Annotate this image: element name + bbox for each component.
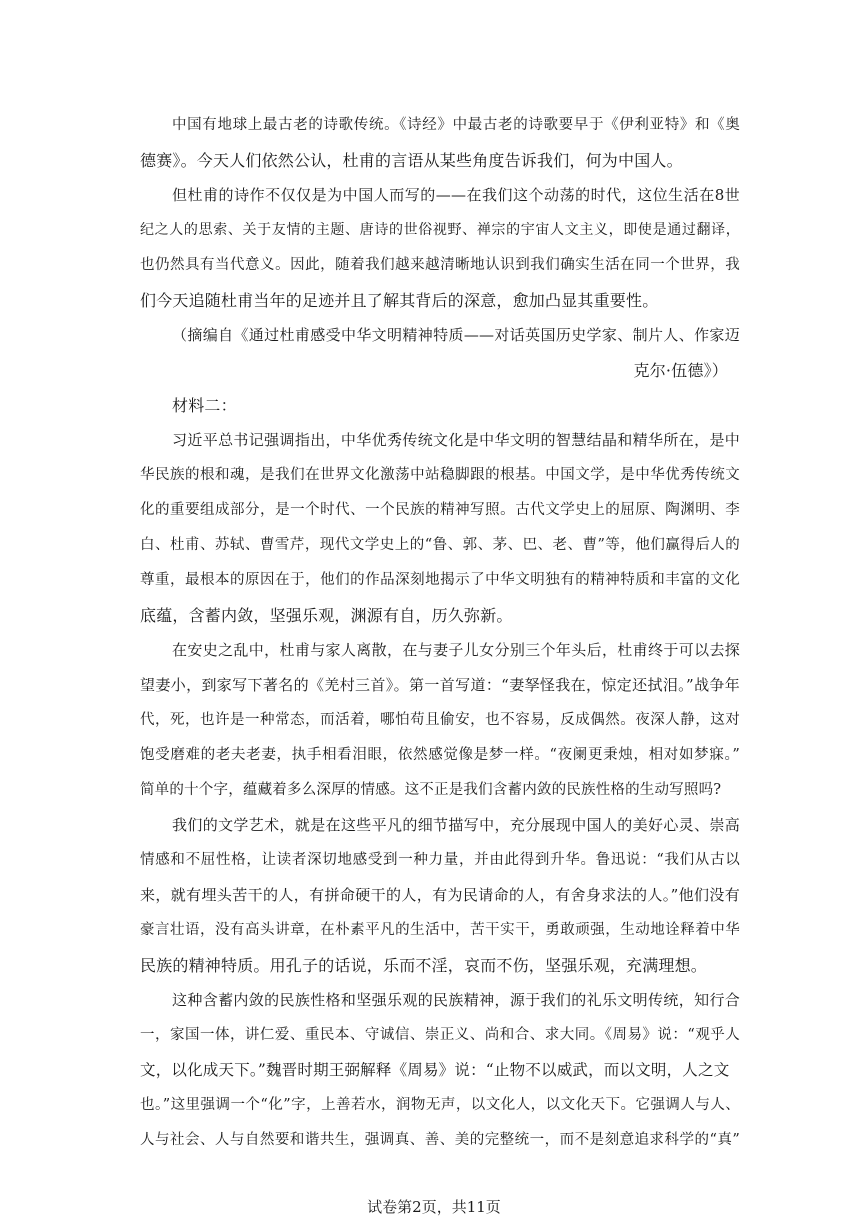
paragraph-2	[140, 178, 740, 318]
text-line: 文，以化成天下。”魏晋时期王弼解释《周易》说：“止物不以威武，而以文明，人之文	[140, 1061, 730, 1079]
text-line: 人与社会、人与自然要和谐共生，强调真、善、美的完整统一，而不是刻意追求科学的“真”	[140, 1132, 740, 1148]
text-line: 这种含蓄内敛的民族性格和坚强乐观的民族精神，源于我们的礼乐文明传统，知行合	[172, 991, 740, 1009]
text-line: 饱受磨难的老夫老妻，执手相看泪眼，依然感觉像是梦一样。“夜阑更秉烛，相对如梦寐。”	[140, 747, 740, 763]
text-line: 我们的文学艺术，就是在这些平凡的细节描写中，充分展现中国人的美好心灵、崇高	[172, 816, 740, 834]
text-line: 中国有地球上最古老的诗歌传统。《诗经》中最古老的诗歌要早于《伊利亚特》和《奥	[172, 117, 740, 133]
text-line: 们今天追随杜甫当年的足迹并且了解其背后的深意，愈加凸显其重要性。	[140, 291, 659, 310]
text-line: 在安史之乱中，杜甫与家人离散，在与妻子儿女分别三个年头后，杜甫终于可以去探	[172, 641, 740, 659]
text-line: （摘编自《通过杜甫感受中华文明精神特质——对话英国历史学家、制片人、作家迈	[172, 326, 740, 344]
text-line: 简单的十个字，蕴藏着多么深厚的情感。这不正是我们含蓄内敛的民族性格的生动写照吗?	[140, 782, 722, 798]
text-line: 也仍然具有当代意义。因此，随着我们越来越清晰地认识到我们确实生活在同一个世界，我	[140, 257, 740, 273]
source-citation	[140, 318, 740, 388]
text-line: 习近平总书记强调指出，中华优秀传统文化是中华文明的智慧结晶和精华所在，是中	[172, 431, 740, 449]
page-number-footer: 试卷第2页，共11页	[367, 1198, 501, 1216]
article-body	[140, 108, 740, 1158]
paragraph-1	[140, 108, 740, 178]
text-line: 情感和不屈性格，让读者深切地感受到一种力量，并由此得到升华。鲁迅说：“我们从古以	[140, 852, 740, 868]
text-line: 代，死，也许是一种常态，而活着，哪怕苟且偷安，也不容易，反成偶然。夜深人静，这对	[140, 712, 740, 728]
material-two-label	[140, 388, 740, 423]
text-line: 纪之人的思索、关于友情的主题、唐诗的世俗视野、禅宗的宇宙人文主义，即使是通过翻译，	[140, 222, 740, 238]
paragraph-6	[140, 983, 740, 1158]
text-line: 也。”这里强调一个“化”字，上善若水，润物无声，以文化人，以文化天下。它强调人与人、	[140, 1097, 740, 1113]
section-heading: 材料二：	[172, 396, 237, 415]
text-line: 白、杜甫、苏轼、曹雪芹，现代文学史上的“鲁、郭、茅、巴、老、曹”等，他们赢得后人的	[140, 537, 740, 553]
text-line: 底蕴，含蓄内敛，坚强乐观，渊源有自，历久弥新。	[140, 606, 513, 625]
text-line: 望妻小，到家写下著名的《羌村三首》。第一首写道：“妻孥怪我在，惊定还拭泪。”战争年	[140, 676, 740, 694]
text-line: 德赛》。今天人们依然公认，杜甫的言语从某些角度告诉我们，何为中国人。	[140, 151, 683, 170]
text-line: 但杜甫的诗作不仅仅是为中国人而写的——在我们这个动荡的时代，这位生活在8世	[172, 186, 740, 204]
text-line: 来，就有埋头苦干的人，有拼命硬干的人，有为民请命的人，有舍身求法的人。”他们没有	[140, 886, 740, 904]
text-line: 民族的精神特质。用孔子的话说，乐而不淫，哀而不伤，坚强乐观，充满理想。	[140, 956, 708, 975]
text-line: 克尔·伍德》）	[633, 361, 728, 380]
text-line: 华民族的根和魂，是我们在世界文化激荡中站稳脚跟的根基。中国文学，是中华优秀传统文	[140, 467, 740, 483]
paragraph-5	[140, 808, 740, 983]
text-line: 豪言壮语，没有高头讲章，在朴素平凡的生活中，苦干实干，勇敢顽强，生动地诠释着中华	[140, 922, 740, 938]
paragraph-3	[140, 423, 740, 633]
paragraph-4	[140, 633, 740, 808]
text-line: 一，家国一体，讲仁爱、重民本、守诚信、崇正义、尚和合、求大同。《周易》说：“观乎人	[140, 1027, 740, 1043]
text-line: 化的重要组成部分，是一个时代、一个民族的精神写照。古代文学史上的屈原、陶渊明、李	[140, 502, 740, 518]
text-line: 尊重，最根本的原因在于，他们的作品深刻地揭示了中华文明独有的精神特质和丰富的文化	[140, 572, 740, 588]
